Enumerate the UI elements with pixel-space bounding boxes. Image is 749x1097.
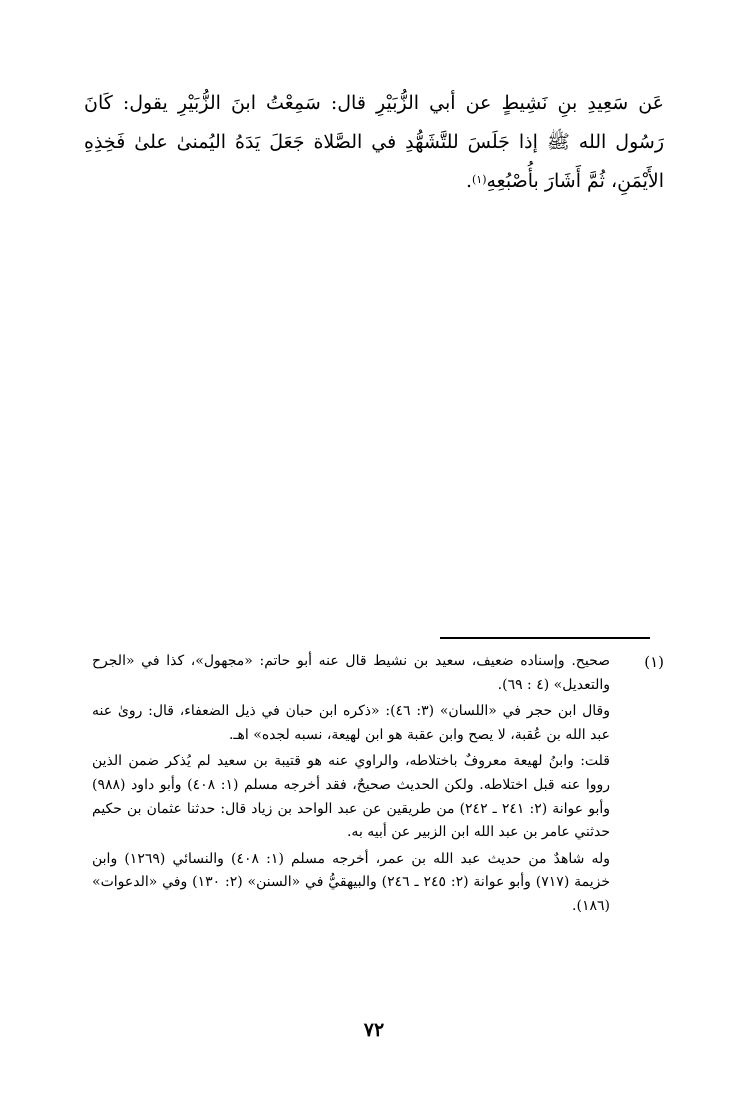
hadith-text (84, 84, 664, 201)
hadith-end-mark: . (465, 170, 472, 192)
footnote-number: (١) (644, 653, 664, 671)
footnote-reference: (١) (471, 173, 487, 186)
footnote-paragraph: وقال ابن حجر في «اللسان» (٣: ٤٦): «ذكره ابن حبان في ذيل الضعفاء، قال: روىٰ عنه عبد الله بن عُقبة، لا يصح وابن عقبة هو ابن لهيعة، نسبه لجده» اهـ. (92, 703, 610, 743)
footnote-paragraph: قلت: وابنُ لهيعة معروفٌ باختلاطه، والراوي عنه هو قتيبة بن سعيد لم يُذكر ضمن الذين رووا عنه قبل اختلاطه. ولكن الحديث صحيحٌ، فقد أخرجه مسلم (١: ٤٠٨) وأبو داود (٩٨٨) وأبو عوانة (٢: ٢٤١ ـ ٢٤٢) من طريقين عن عبد الواحد بن زياد قال: حدثنا عثمان بن حكيم حدثني عامر بن عبد الله ابن الزبير عن أبيه به. (92, 753, 610, 841)
footnote-paragraph: وله شاهدٌ من حديث عبد الله بن عمر، أخرجه مسلم (١: ٤٠٨) والنسائي (١٢٦٩) وابن خزيمة (٧١٧) وأبو عوانة (٢: ٢٤٥ ـ ٢٤٦) والبيهقيُّ في «السنن» (٢: ١٣٠) وفي «الدعوات» (١٨٦). (92, 850, 610, 914)
hadith-paragraph (84, 84, 664, 201)
page-number: ٧٢ (363, 1019, 385, 1041)
hadith-body: عَن سَعِيدِ بنِ نَشِيطٍ عن أبي الزُّبَيْرِ قال: سَمِعْتُ ابنَ الزُّبَيْرِ يقول: كَانَ رَسُول الله ﷺ إذا جَلَسَ للتَّشَهُّدِ في الصَّلاة جَعَلَ يَدَهُ اليُمنىٰ علىٰ فَخِذِهِ الأَيْمَنِ، ثُمَّ أَشَارَ بأُصْبُعِهِ (84, 92, 664, 192)
footnote-paragraph: صحيح. وإسناده ضعيف، سعيد بن نشيط قال عنه أبو حاتم: «مجهول»، كذا في «الجرح والتعديل» (٤ : ٦٩). (92, 653, 610, 693)
footnote-block (92, 650, 610, 922)
footnote-separator (440, 637, 650, 639)
